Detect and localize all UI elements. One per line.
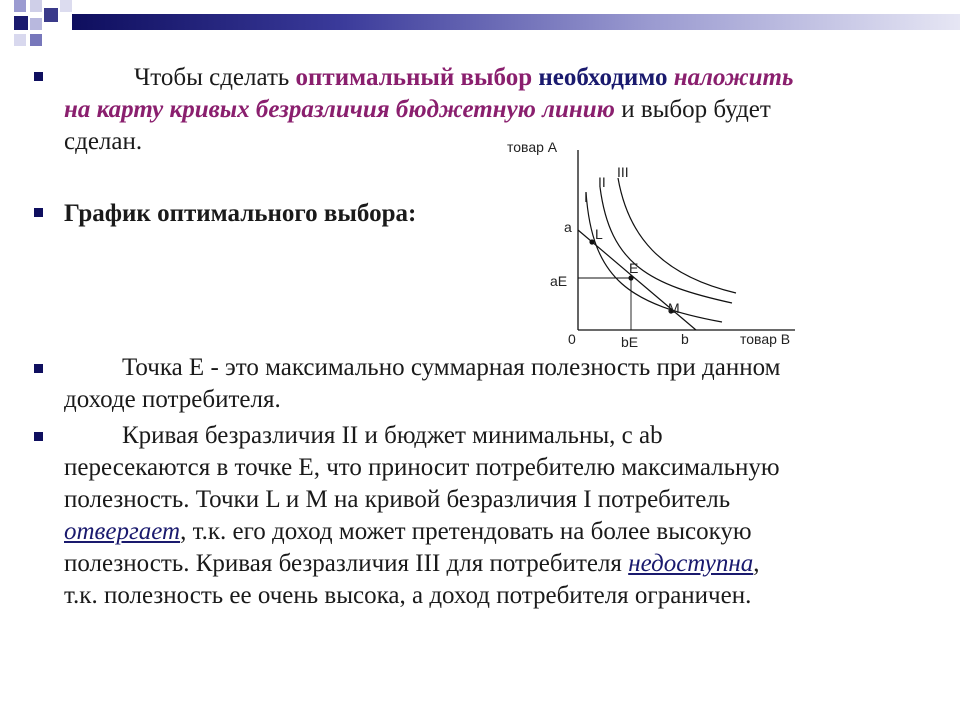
explanation-line-1: Кривая безразличия II и бюджет минимальны, с ab xyxy=(122,422,663,449)
point-L-label: L xyxy=(595,226,603,242)
header-squares-decoration xyxy=(0,0,80,56)
origin-label: 0 xyxy=(568,331,576,347)
term-optimal-choice: оптимальный выбор xyxy=(295,64,533,91)
curve-label-III: III xyxy=(617,164,629,180)
point-M-label: M xyxy=(668,300,680,316)
explanation-line-3: полезность. Точки L и М на кривой безразличия I потребитель xyxy=(64,486,731,513)
y-tick-a: a xyxy=(564,219,572,235)
explanation-line-5-start: полезность. Кривая безразличия III для потребителя xyxy=(64,550,629,577)
header-bar xyxy=(0,0,960,48)
point-E-marker xyxy=(628,275,633,280)
term-necessary: необходимо xyxy=(532,64,674,91)
explanation-line-4-rest: , т.к. его доход может претендовать на более высокую xyxy=(180,518,752,545)
point-L-marker xyxy=(589,239,594,244)
text-choice-will-be: и выбор будет xyxy=(614,96,771,123)
term-rejects: отвергает xyxy=(64,518,181,545)
term-budget-line-phrase: на карту кривых безразличия бюджетную линию xyxy=(64,96,615,123)
point-E-line-2: доходе потребителя. xyxy=(64,386,281,413)
point-E-line-1: Точка Е - это максимально суммарная полезность при данном xyxy=(122,354,781,381)
bullet-marker-4 xyxy=(34,432,43,441)
point-E-label: E xyxy=(629,260,639,276)
curve-label-I: I xyxy=(584,189,588,205)
bullet-marker-2 xyxy=(34,208,43,217)
bullet-marker-1 xyxy=(34,72,43,81)
explanation-line-5-end: , xyxy=(753,550,760,577)
bullet-marker-3 xyxy=(34,364,43,373)
explanation-line-4 xyxy=(64,516,944,548)
indifference-curve-I xyxy=(586,192,722,322)
x-tick-b: b xyxy=(681,331,689,347)
text-made: сделан. xyxy=(64,128,143,155)
explanation-line-5 xyxy=(64,548,944,580)
y-axis-label: товар А xyxy=(507,139,558,155)
heading-optimal-choice-chart: График оптимального выбора: xyxy=(64,200,417,227)
term-unavailable: недоступна xyxy=(628,550,754,577)
y-tick-aE: aE xyxy=(550,273,568,289)
text-intro: Чтобы сделать xyxy=(134,64,296,91)
explanation-line-2: пересекаются в точке Е, что приносит потребителю максимальную xyxy=(64,454,780,481)
curve-label-II: II xyxy=(598,174,606,190)
indifference-curve-diagram xyxy=(500,135,810,355)
x-tick-bE: bE xyxy=(621,334,639,350)
header-gradient-line xyxy=(72,14,960,30)
paragraph-indifference-explanation xyxy=(64,420,944,612)
explanation-line-6: т.к. полезность ее очень высока, а доход потребителя ограничен. xyxy=(64,582,752,609)
x-axis-label: товар В xyxy=(740,331,791,347)
term-overlay: наложить xyxy=(673,64,794,91)
paragraph-point-E xyxy=(64,352,934,416)
